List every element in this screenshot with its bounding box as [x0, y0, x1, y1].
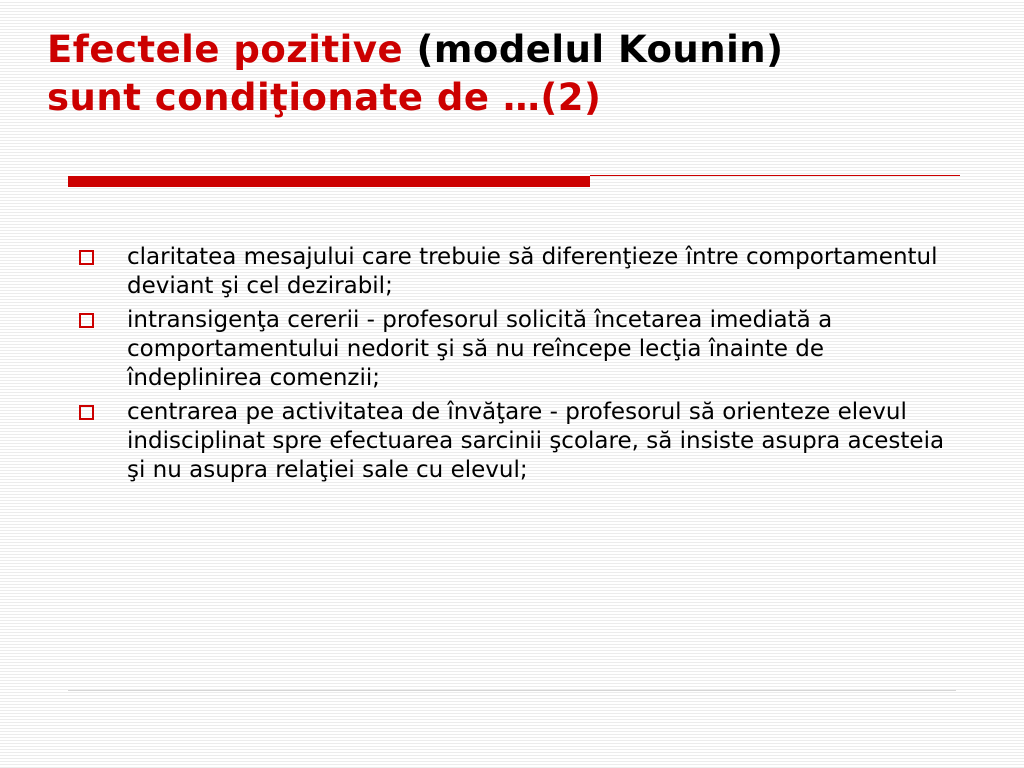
list-item — [76, 398, 956, 485]
bullet-text: centrarea pe activitatea de învăţare - profesorul să orienteze elevul indisciplinat spre efectuarea sarcinii şcolare, să insiste asupra acesteia şi nu asupra relaţiei sale cu elevul; — [127, 399, 945, 483]
hollow-square-icon — [79, 405, 94, 420]
hollow-square-icon — [79, 313, 94, 328]
title-line-2: sunt condiţionate de …(2) — [47, 76, 602, 119]
title-underline-thin — [590, 175, 960, 176]
bullet-text: intransigenţa cererii - profesorul solicită încetarea imediată a comportamentului nedorit şi să nu reîncepe lecţia înainte de îndeplinirea comenzii; — [127, 307, 833, 391]
title-subject: (modelul Kounin) — [416, 28, 784, 71]
slide-title — [47, 26, 997, 122]
title-highlight: Efectele pozitive — [47, 28, 404, 71]
list-item — [76, 243, 956, 301]
bullet-list — [76, 243, 956, 490]
list-item — [76, 306, 956, 393]
bullet-text: claritatea mesajului care trebuie să diferenţieze între comportamentul deviant şi cel dezirabil; — [127, 244, 938, 299]
title-line-1 — [47, 26, 997, 74]
hollow-square-icon — [79, 250, 94, 265]
title-underline-thick — [68, 176, 590, 187]
footer-divider — [68, 690, 956, 691]
